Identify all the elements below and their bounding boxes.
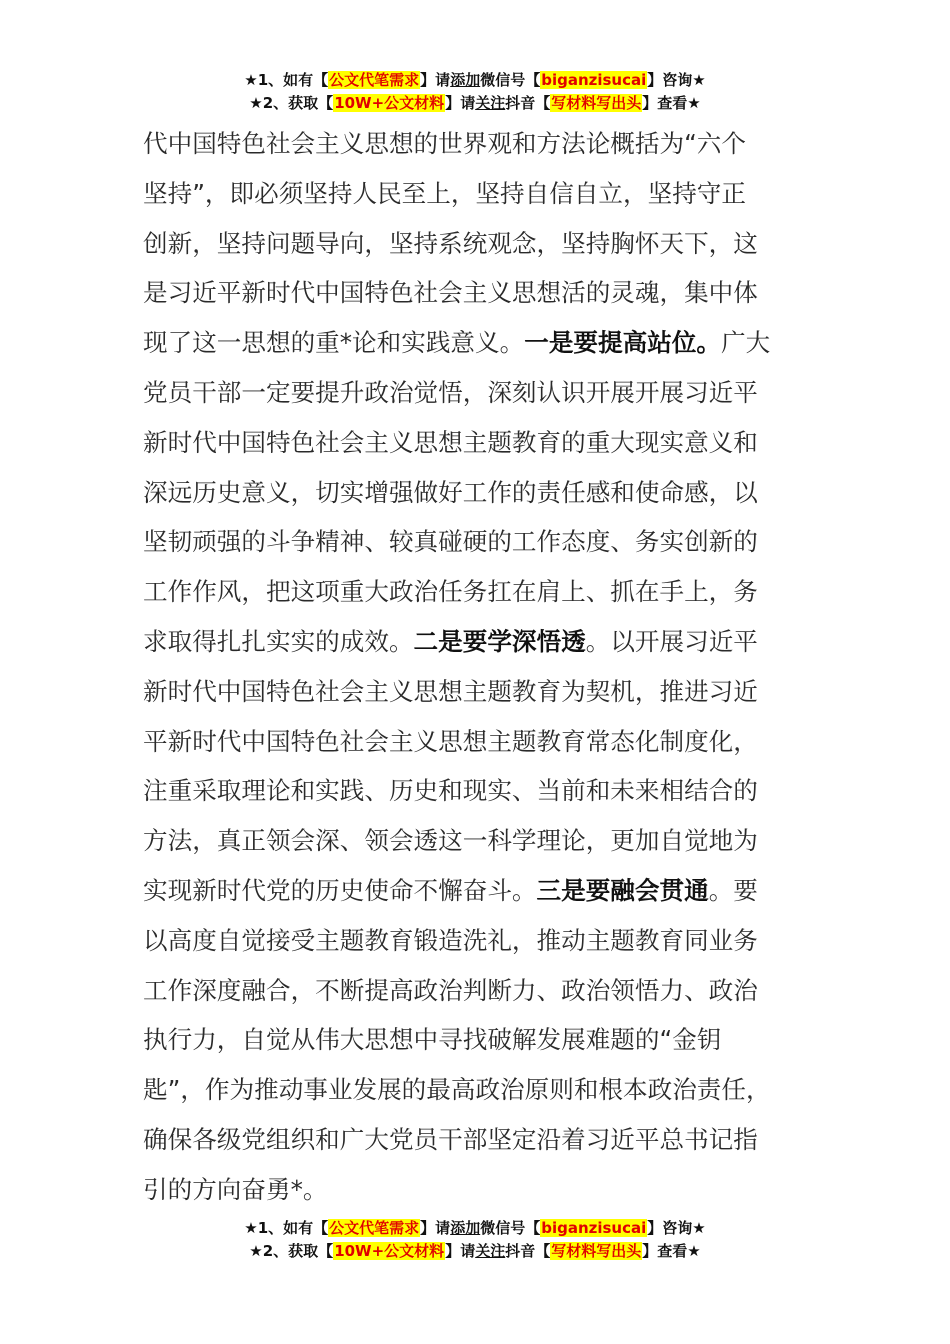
- banner-text: 】请: [445, 1242, 476, 1260]
- banner-line-1: [0, 69, 950, 92]
- body-line: 新时代中国特色社会主义思想主题教育的重大现实意义和: [143, 427, 758, 457]
- banner-underline: 添加: [450, 1219, 481, 1237]
- banner-highlight: 10W+公文材料: [334, 94, 445, 112]
- banner-wechat-id: biganzisucai: [541, 1219, 647, 1237]
- body-line: 工作作风，把这项重大政治任务扛在肩上、抓在手上，务: [143, 577, 758, 607]
- body-line: 注重采取理论和实践、历史和现实、当前和未来相结合的: [143, 776, 758, 806]
- banner-text: 抖音【: [505, 94, 551, 112]
- banner-text: 】请: [420, 1219, 451, 1237]
- banner-text: ★1、如有【: [244, 1219, 329, 1237]
- body-text: 广大: [720, 328, 771, 358]
- body-line: 执行力，自觉从伟大思想中寻找破解发展难题的“金钥: [143, 1025, 722, 1055]
- body-line: 坚韧顽强的斗争精神、较真碰硬的工作态度、务实创新的: [143, 527, 758, 557]
- banner-underline: 关注: [475, 1242, 506, 1260]
- banner-text: 】查看★: [642, 1242, 701, 1260]
- banner-text: 】查看★: [642, 94, 701, 112]
- point-heading-1: 一是要提高站位。: [524, 328, 721, 358]
- body-text: 。以开展习近平: [585, 626, 758, 656]
- banner-text: ★2、获取【: [249, 94, 334, 112]
- banner-highlight: 公文代笔需求: [329, 71, 420, 89]
- banner-text: ★2、获取【: [249, 1242, 334, 1260]
- body-text: 求取得扎扎实实的成效。: [143, 626, 414, 656]
- body-line: 平新时代中国特色社会主义思想主题教育常态化制度化，: [143, 726, 758, 756]
- banner-line-2: [0, 1240, 950, 1263]
- body-line: 确保各级党组织和广大党员干部坚定沿着习近平总书记指: [143, 1124, 758, 1154]
- body-line: 工作深度融合，不断提高政治判断力、政治领悟力、政治: [143, 975, 758, 1005]
- banner-text: 微信号【: [480, 71, 541, 89]
- body-line: 引的方向奋勇*。: [143, 1174, 328, 1204]
- body-line: 以高度自觉接受主题教育锻造洗礼，推动主题教育同业务: [143, 925, 758, 955]
- banner-text: 】咨询★: [647, 71, 706, 89]
- banner-highlight: 10W+公文材料: [334, 1242, 445, 1260]
- body-line: [143, 318, 815, 368]
- body-line: 创新，坚持问题导向，坚持系统观念，坚持胸怀天下，这: [143, 228, 758, 258]
- body-line: 新时代中国特色社会主义思想主题教育为契机，推进习近: [143, 676, 758, 706]
- body-line: 匙”，作为推动事业发展的最高政治原则和根本政治责任，: [143, 1075, 771, 1105]
- point-heading-3: 三是要融会贯通: [536, 875, 709, 905]
- body-line: 深远历史意义，切实增强做好工作的责任感和使命感，以: [143, 477, 758, 507]
- body-line: 党员干部一定要提升政治觉悟，深刻认识开展开展习近平: [143, 377, 758, 407]
- point-heading-2: 二是要学深悟透: [413, 626, 586, 656]
- banner-text: 微信号【: [480, 1219, 541, 1237]
- banner-text: 抖音【: [505, 1242, 551, 1260]
- body-line: 方法，真正领会深、领会透这一科学理论，更加自觉地为: [143, 826, 758, 856]
- banner-text: ★1、如有【: [244, 71, 329, 89]
- body-text: 现了这一思想的重*论和实践意义。: [143, 328, 525, 358]
- banner-text: 】请: [445, 94, 476, 112]
- banner-highlight: 公文代笔需求: [329, 1219, 420, 1237]
- banner-underline: 添加: [450, 71, 481, 89]
- header-banner-top: [0, 69, 950, 115]
- banner-text: 】咨询★: [647, 1219, 706, 1237]
- banner-text: 】请: [420, 71, 451, 89]
- body-line: 是习近平新时代中国特色社会主义思想活的灵魂，集中体: [143, 278, 758, 308]
- banner-underline: 关注: [475, 94, 506, 112]
- banner-wechat-id: biganzisucai: [541, 71, 647, 89]
- body-text: 。要: [708, 875, 758, 905]
- banner-douyin-id: 写材料写出头: [551, 1242, 642, 1260]
- body-line: [143, 617, 815, 667]
- body-line: 坚持”，即必须坚持人民至上，坚持自信自立，坚持守正: [143, 178, 746, 208]
- body-line: 代中国特色社会主义思想的世界观和方法论概括为“六个: [143, 129, 746, 158]
- footer-banner-bottom: [0, 1217, 950, 1263]
- banner-line-2: [0, 92, 950, 115]
- banner-line-1: [0, 1217, 950, 1240]
- document-body: [143, 119, 815, 1215]
- body-text: 实现新时代党的历史使命不懈奋斗。: [143, 875, 537, 905]
- banner-douyin-id: 写材料写出头: [551, 94, 642, 112]
- body-line: [143, 866, 815, 916]
